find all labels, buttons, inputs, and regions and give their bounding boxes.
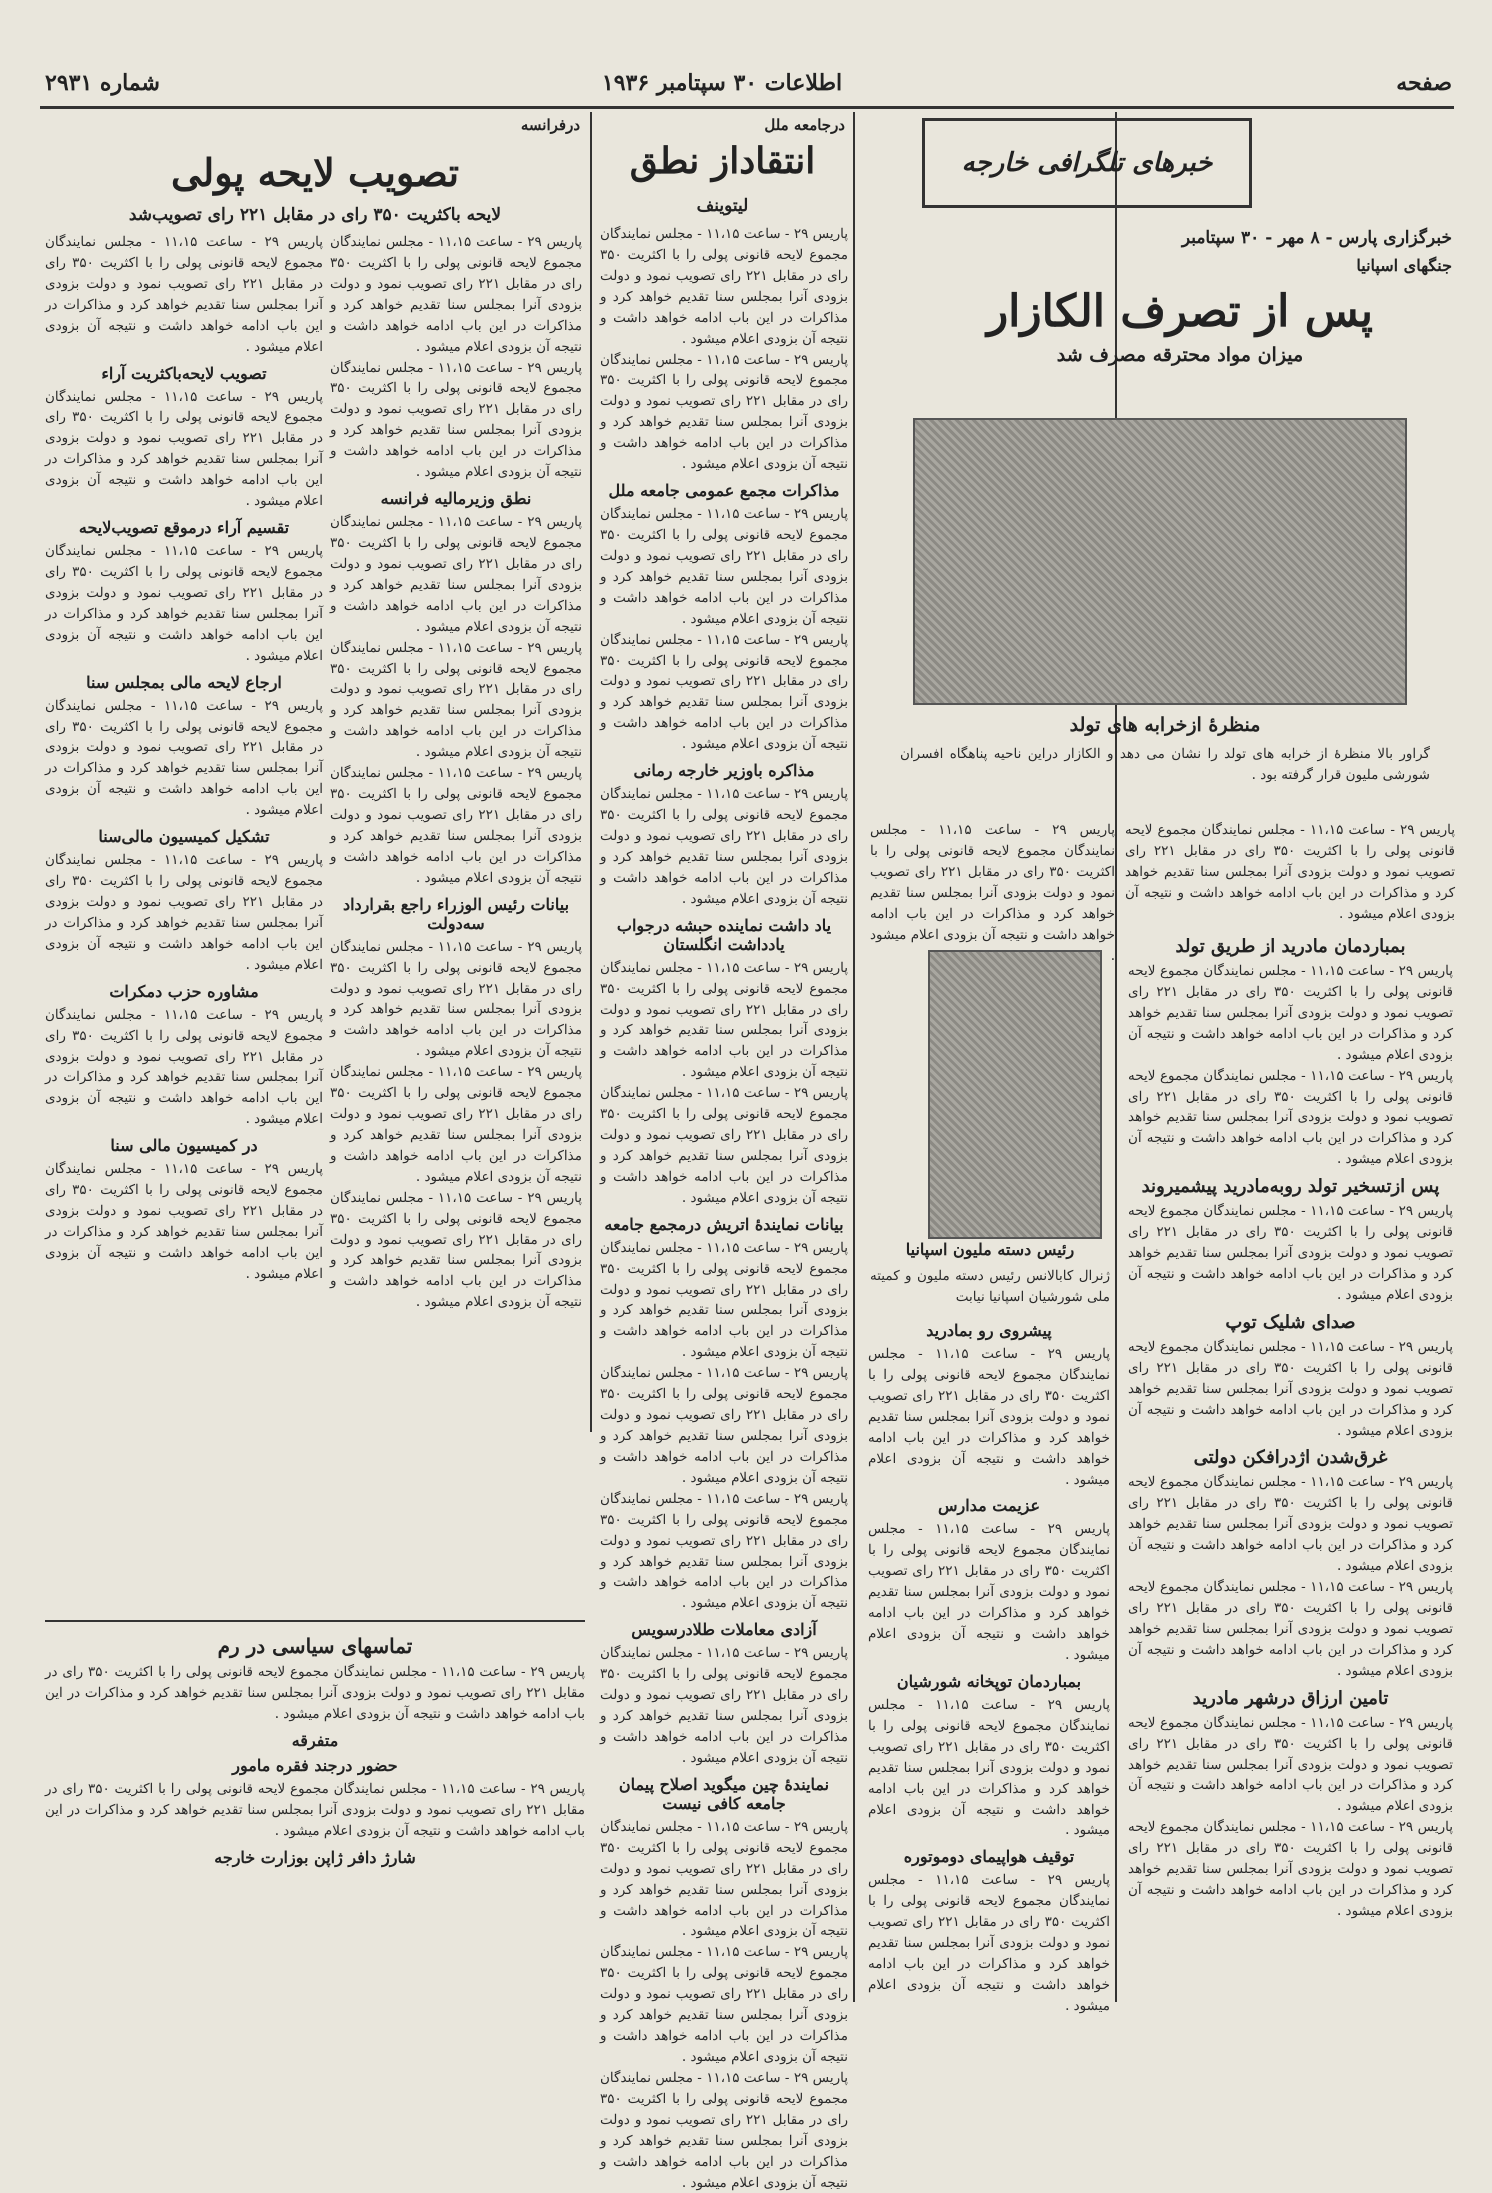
story-body: پاریس ۲۹ - ساعت ۱۱،۱۵ - مجلس نمایندگان مجموع لایحه قانونی پولی را با اکثریت ۳۵۰ رای در مقابل ۲۲۱ رای تصویب نمود و دولت بزودی آنرا بمجلس سنا تقدیم خواهد کرد و مذاکرات در این باب ادامه خواهد داشت و نتیجه آن بزودی اعلام میشود .: [45, 543, 324, 664]
column3-subhead: لایحه باکثریت ۳۵۰ رای در مقابل ۲۲۱ رای تصویب‌شد: [128, 205, 502, 225]
story-head: نطق وزیرمالیه فرانسه: [380, 489, 532, 509]
column3-headline: تصویب لایحه پولی: [170, 150, 460, 195]
story-head: شارژ دافر ژاپن بوزارت خارجه: [214, 1847, 416, 1867]
story-body: پاریس ۲۹ - ساعت ۱۱،۱۵ - مجلس نمایندگان مجموع لایحه قانونی پولی را با اکثریت ۳۵۰ رای در مقابل ۲۲۱ رای تصویب نمود و دولت بزودی آنرا بمجلس سنا تقدیم خواهد کرد و مذاکرات در این باب ادامه خواهد داشت و نتیجه آن بزودی اعلام میشود .: [330, 938, 583, 1060]
story-head: مذاکرات مجمع عمومی جامعه ملل: [608, 481, 840, 501]
story-body: پاریس ۲۹ - ساعت ۱۱،۱۵ - مجلس نمایندگان مجموع لایحه قانونی پولی را با اکثریت ۳۵۰ رای در مقابل ۲۲۱ رای تصویب نمود و دولت بزودی آنرا بمجلس سنا تقدیم خواهد کرد و مذاکرات در این باب ادامه خواهد داشت و نتیجه آن بزودی اعلام میشود .: [45, 1161, 324, 1282]
photo-caption: گراور بالا منظرهٔ از خرابه های تولد را نشان می دهد و الکازار دراین ناحیه پناهگاه افسران شورشی مليون قرار گرفته بود .: [900, 746, 1430, 783]
story-body: پاریس ۲۹ - ساعت ۱۱،۱۵ - مجلس نمایندگان مجموع لایحه قانونی پولی را با اکثریت ۳۵۰ رای در مقابل ۲۲۱ رای تصویب نمود و دولت بزودی آنرا بمجلس سنا تقدیم خواهد کرد و مذاکرات در این باب ادامه خواهد داشت و نتیجه آن بزودی اعلام میشود .: [868, 1521, 1110, 1663]
story-head: پیشروی رو بمادرید: [926, 1321, 1052, 1340]
column2b-stories: [868, 1315, 1110, 2014]
story-body: پاریس ۲۹ - ساعت ۱۱،۱۵ - مجلس نمایندگان مجموع لایحه قانونی پولی را با اکثریت ۳۵۰ رای در مقابل ۲۲۱ رای تصویب نمود و دولت بزودی آنرا بمجلس سنا تقدیم خواهد کرد و مذاکرات در این باب ادامه خواهد داشت و نتیجه آن بزودی اعلام میشود .: [600, 351, 849, 473]
story-body: پاریس ۲۹ - ساعت ۱۱،۱۵ - مجلس نمایندگان مجموع لایحه قانونی پولی را با اکثریت ۳۵۰ رای در مقابل ۲۲۱ رای تصویب نمود و دولت بزودی آنرا بمجلس سنا تقدیم خواهد کرد و مذاکرات در این باب ادامه خواهد داشت و نتیجه آن بزودی اعلام میشود .: [600, 631, 849, 753]
column1-body-b: پاریس ۲۹ - ساعت ۱۱،۱۵ - مجلس نمایندگان مجموع لایحه قانونی پولی را با اکثریت ۳۵۰ رای در مقابل ۲۲۱ رای تصویب نمود و دولت بزودی آنرا بمجلس سنا تقدیم خواهد کرد و مذاکرات در این باب ادامه خواهد داشت و نتیجه آن بزودی اعلام میشود .: [870, 822, 1115, 964]
column2-sub: لیتوینف: [696, 196, 749, 216]
column1-subhead: میزان مواد محترقه مصرف شد: [1056, 344, 1304, 366]
issue-number: شماره ۲۹۳۱: [45, 70, 160, 96]
story-body: پاریس ۲۹ - ساعت ۱۱،۱۵ - مجلس نمایندگان مجموع لایحه قانونی پولی را با اکثریت ۳۵۰ رای در مقابل ۲۲۱ رای تصویب نمود و دولت بزودی آنرا بمجلس سنا تقدیم خواهد کرد و مذاکرات در این باب ادامه خواهد داشت و نتیجه آن بزودی اعلام میشود .: [45, 234, 324, 355]
story-head: تماسهای سیاسی در رم: [217, 1634, 413, 1658]
page-label: صفحه: [1396, 70, 1452, 96]
story-head: تصویب لایحه‌باکثریت آراء: [101, 363, 267, 383]
story-body: پاریس ۲۹ - ساعت ۱۱،۱۵ - مجلس نمایندگان مجموع لایحه قانونی پولی را با اکثریت ۳۵۰ رای در مقابل ۲۲۱ رای تصویب نمود و دولت بزودی آنرا بمجلس سنا تقدیم خواهد کرد و مذاکرات در این باب ادامه خواهد داشت و نتیجه آن بزودی اعلام میشود .: [600, 226, 849, 347]
story-head: در کمیسیون مالی سنا: [110, 1136, 258, 1156]
story-body: پاریس ۲۹ - ساعت ۱۱،۱۵ - مجلس نمایندگان مجموع لایحه قانونی پولی را با اکثریت ۳۵۰ رای در مقابل ۲۲۱ رای تصویب نمود و دولت بزودی آنرا بمجلس سنا تقدیم خواهد کرد و مذاکرات در این باب ادامه خواهد داشت و نتیجه آن بزودی اعلام میشود .: [45, 697, 324, 819]
story-body: پاریس ۲۹ - ساعت ۱۱،۱۵ - مجلس نمایندگان مجموع لایحه قانونی پولی را با اکثریت ۳۵۰ رای در مقابل ۲۲۱ رای تصویب نمود و دولت بزودی آنرا بمجلس سنا تقدیم خواهد کرد و مذاکرات در این باب ادامه خواهد داشت و نتیجه آن بزودی اعلام میشود .: [868, 1346, 1110, 1488]
header-rule: [40, 106, 1454, 109]
story-head: نمایندهٔ چین میگوید اصلاح پیمان جامعه کافی نیست: [618, 1774, 830, 1813]
story-body: پاریس ۲۹ - ساعت ۱۱،۱۵ - مجلس نمایندگان مجموع لایحه قانونی پولی را با اکثریت ۳۵۰ رای در مقابل ۲۲۱ رای تصویب نمود و دولت بزودی آنرا بمجلس سنا تقدیم خواهد کرد و مذاکرات در این باب ادامه خواهد داشت و نتیجه آن بزودی اعلام میشود .: [330, 1189, 583, 1311]
caballanes-portrait: [928, 950, 1102, 1239]
story-head: یاد داشت نماینده حبشه درجواب یادداشت انگلستان: [616, 915, 832, 954]
story-body: پاریس ۲۹ - ساعت ۱۱،۱۵ - مجلس نمایندگان مجموع لایحه قانونی پولی را با اکثریت ۳۵۰ رای در مقابل ۲۲۱ رای تصویب نمود و دولت بزودی آنرا بمجلس سنا تقدیم خواهد کرد و مذاکرات در این باب ادامه خواهد داشت و نتیجه آن بزودی اعلام میشود .: [868, 1872, 1110, 2014]
story-body: پاریس ۲۹ - ساعت ۱۱،۱۵ - مجلس نمایندگان مجموع لایحه قانونی پولی را با اکثریت ۳۵۰ رای در مقابل ۲۲۱ رای تصویب نمود و دولت بزودی آنرا بمجلس سنا تقدیم خواهد کرد و مذاکرات در این باب ادامه خواهد داشت و نتیجه آن بزودی اعلام میشود .: [600, 1365, 849, 1486]
story-head: بیانات نمایندهٔ اتریش درمجمع جامعه: [604, 1214, 844, 1234]
column2-headline: انتقاداز نطق: [629, 140, 816, 182]
portrait-caption: رئیس دسته ملیون اسپانیا: [905, 1240, 1075, 1259]
story-head: تشکیل کمیسیون مالی‌سنا: [98, 827, 270, 847]
column1-headline: پس از تصرف الکازار: [986, 286, 1374, 337]
story-body: پاریس ۲۹ - ساعت ۱۱،۱۵ - مجلس نمایندگان مجموع لایحه قانونی پولی را با اکثریت ۳۵۰ رای در مقابل ۲۲۱ رای تصویب نمود و دولت بزودی آنرا بمجلس سنا تقدیم خواهد کرد و مذاکرات در این باب ادامه خواهد داشت و نتیجه آن بزودی اعلام میشود .: [330, 1064, 583, 1185]
story-head: ارجاع لایحه مالی بمجلس سنا: [86, 672, 282, 692]
story-body: پاریس ۲۹ - ساعت ۱۱،۱۵ - مجلس نمایندگان مجموع لایحه قانونی پولی را با اکثریت ۳۵۰ رای در مقابل ۲۲۱ رای تصویب نمود و دولت بزودی آنرا بمجلس سنا تقدیم خواهد کرد و مذاکرات در این باب ادامه خواهد داشت و نتیجه آن بزودی اعلام میشود .: [600, 1239, 849, 1361]
story-head: مشاوره حزب دمکرات: [109, 981, 259, 1001]
story-head: مذاکره باوزیر خارجه رمانی: [633, 761, 815, 781]
story-body: پاریس ۲۹ - ساعت ۱۱،۱۵ - مجلس نمایندگان مجموع لایحه قانونی پولی را با اکثریت ۳۵۰ رای در مقابل ۲۲۱ رای تصویب نمود و دولت بزودی آنرا بمجلس سنا تقدیم خواهد کرد و مذاکرات در این باب ادامه خواهد داشت و نتیجه آن بزودی اعلام میشود .: [45, 852, 324, 973]
column3-section: درفرانسه: [520, 116, 580, 134]
column1-dateline: خبرگزاری پارس - ۸ مهر - ۳۰ سپتامبر: [1181, 228, 1452, 248]
story-body: پاریس ۲۹ - ساعت ۱۱،۱۵ - مجلس نمایندگان مجموع لایحه قانونی پولی را با اکثریت ۳۵۰ رای در مقابل ۲۲۱ رای تصویب نمود و دولت بزودی آنرا بمجلس سنا تقدیم خواهد کرد و مذاکرات در این باب ادامه خواهد داشت و نتیجه آن بزودی اعلام میشود .: [1128, 1067, 1453, 1168]
banner-text: خبرهای تلگرافی خارجه: [961, 148, 1213, 178]
story-head: صدای شلیک توپ: [1225, 1311, 1356, 1333]
story-head: توقیف هواپیمای دوموتوره: [903, 1847, 1075, 1867]
story-head: آزادی معاملات طلادرسویس: [631, 1620, 817, 1640]
toledo-ruins-photo: [913, 418, 1407, 705]
story-body: پاریس ۲۹ - ساعت ۱۱،۱۵ - مجلس نمایندگان مجموع لایحه قانونی پولی را با اکثریت ۳۵۰ رای در مقابل ۲۲۱ رای تصویب نمود و دولت بزودی آنرا بمجلس سنا تقدیم خواهد کرد و مذاکرات در این باب ادامه خواهد داشت و نتیجه آن بزودی اعلام میشود .: [1128, 1338, 1453, 1439]
story-body: پاریس ۲۹ - ساعت ۱۱،۱۵ - مجلس نمایندگان مجموع لایحه قانونی پولی را با اکثریت ۳۵۰ رای در مقابل ۲۲۱ رای تصویب نمود و دولت بزودی آنرا بمجلس سنا تقدیم خواهد کرد و مذاکرات در این باب ادامه خواهد داشت و نتیجه آن بزودی اعلام میشود .: [1128, 1203, 1453, 1303]
column1-body-a: پاریس ۲۹ - ساعت ۱۱،۱۵ - مجلس نمایندگان مجموع لایحه قانونی پولی را با اکثریت ۳۵۰ رای در مقابل ۲۲۱ رای تصویب نمود و دولت بزودی آنرا بمجلس سنا تقدیم خواهد کرد و مذاکرات در این باب ادامه خواهد داشت و نتیجه آن بزودی اعلام میشود .: [1125, 822, 1456, 922]
story-head: بیانات رئیس الوزراء راجع بقرارداد سه‌دولت: [342, 894, 570, 933]
story-body: پاریس ۲۹ - ساعت ۱۱،۱۵ - مجلس نمایندگان مجموع لایحه قانونی پولی را با اکثریت ۳۵۰ رای در مقابل ۲۲۱ رای تصویب نمود و دولت بزودی آنرا بمجلس سنا تقدیم خواهد کرد و مذاکرات در این باب ادامه خواهد داشت و نتیجه آن بزودی اعلام میشود .: [45, 388, 324, 510]
story-body: پاریس ۲۹ - ساعت ۱۱،۱۵ - مجلس نمایندگان مجموع لایحه قانونی پولی را با اکثریت ۳۵۰ رای در مقابل ۲۲۱ رای تصویب نمود و دولت بزودی آنرا بمجلس سنا تقدیم خواهد کرد و مذاکرات در این باب ادامه خواهد داشت و نتیجه آن بزودی اعلام میشود .: [600, 506, 849, 627]
story-head: عزیمت مدارس: [937, 1496, 1041, 1516]
story-body: پاریس ۲۹ - ساعت ۱۱،۱۵ - مجلس نمایندگان مجموع لایحه قانونی پولی را با اکثریت ۳۵۰ رای در مقابل ۲۲۱ رای تصویب نمود و دولت بزودی آنرا بمجلس سنا تقدیم خواهد کرد و مذاکرات در این باب ادامه خواهد داشت و نتیجه آن بزودی اعلام میشود .: [600, 1085, 849, 1206]
story-body: پاریس ۲۹ - ساعت ۱۱،۱۵ - مجلس نمایندگان مجموع لایحه قانونی پولی را با اکثریت ۳۵۰ رای در مقابل ۲۲۱ رای تصویب نمود و دولت بزودی آنرا بمجلس سنا تقدیم خواهد کرد و مذاکرات در این باب ادامه خواهد داشت و نتیجه آن بزودی اعلام میشود .: [330, 359, 583, 481]
story-head: پس ازتسخیر تولد روبه‌مادرید پیشمیروند: [1141, 1176, 1440, 1198]
portrait-sub: ژنرال کابالانس رئیس دسته مليون و كمیته ملی شورشیان اسپانیا نیابت: [870, 1268, 1110, 1305]
story-body: پاریس ۲۹ - ساعت ۱۱،۱۵ - مجلس نمایندگان مجموع لایحه قانونی پولی را با اکثریت ۳۵۰ رای در مقابل ۲۲۱ رای تصویب نمود و دولت بزودی آنرا بمجلس سنا تقدیم خواهد کرد و مذاکرات در این باب ادامه خواهد داشت و نتیجه آن بزودی اعلام میشود .: [600, 1645, 849, 1766]
story-head: غرق‌شدن اژدرافکن دولتی: [1193, 1447, 1388, 1469]
story-head: تامین ارزاق درشهر مادرید: [1192, 1687, 1389, 1709]
story-body: پاریس ۲۹ - ساعت ۱۱،۱۵ - مجلس نمایندگان مجموع لایحه قانونی پولی را با اکثریت ۳۵۰ رای در مقابل ۲۲۱ رای تصویب نمود و دولت بزودی آنرا بمجلس سنا تقدیم خواهد کرد و مذاکرات در این باب ادامه خواهد داشت و نتیجه آن بزودی اعلام میشود .: [1128, 1714, 1453, 1815]
story-body: پاریس ۲۹ - ساعت ۱۱،۱۵ - مجلس نمایندگان مجموع لایحه قانونی پولی را با اکثریت ۳۵۰ رای در مقابل ۲۲۱ رای تصویب نمود و دولت بزودی آنرا بمجلس سنا تقدیم خواهد کرد و مذاکرات در این باب ادامه خواهد داشت و نتیجه آن بزودی اعلام میشود .: [330, 234, 583, 355]
story-head: بمباردمان مادرید از طریق تولد: [1175, 936, 1406, 957]
date-line: اطلاعات ۳۰ سپتامبر ۱۹۳۶: [601, 70, 843, 96]
story-body: پاریس ۲۹ - ساعت ۱۱،۱۵ - مجلس نمایندگان مجموع لایحه قانونی پولی را با اکثریت ۳۵۰ رای در مقابل ۲۲۱ رای تصویب نمود و دولت بزودی آنرا بمجلس سنا تقدیم خواهد کرد و مذاکرات در این باب ادامه خواهد داشت و نتیجه آن بزودی اعلام میشود .: [600, 1818, 849, 1940]
story-body: پاریس ۲۹ - ساعت ۱۱،۱۵ - مجلس نمایندگان مجموع لایحه قانونی پولی را با اکثریت ۳۵۰ رای در مقابل ۲۲۱ رای تصویب نمود و دولت بزودی آنرا بمجلس سنا تقدیم خواهد کرد و مذاکرات در این باب ادامه خواهد داشت و نتیجه آن بزودی اعلام میشود .: [330, 514, 583, 635]
story-body: پاریس ۲۹ - ساعت ۱۱،۱۵ - مجلس نمایندگان مجموع لایحه قانونی پولی را با اکثریت ۳۵۰ رای در مقابل ۲۲۱ رای تصویب نمود و دولت بزودی آنرا بمجلس سنا تقدیم خواهد کرد و مذاکرات در این باب ادامه خواهد داشت و نتیجه آن بزودی اعلام میشود .: [1128, 1819, 1453, 1919]
story-head: تقسیم آراء درموقع تصویب‌لایحه: [78, 518, 290, 538]
story-body: پاریس ۲۹ - ساعت ۱۱،۱۵ - مجلس نمایندگان مجموع لایحه قانونی پولی را با اکثریت ۳۵۰ رای در مقابل ۲۲۱ رای تصویب نمود و دولت بزودی آنرا بمجلس سنا تقدیم خواهد کرد و مذاکرات در این باب ادامه خواهد داشت و نتیجه آن بزودی اعلام میشود .: [1128, 963, 1453, 1063]
story-head: حضور درجند فقره مامور: [232, 1755, 398, 1775]
story-body: پاریس ۲۹ - ساعت ۱۱،۱۵ - مجلس نمایندگان مجموع لایحه قانونی پولی را با اکثریت ۳۵۰ رای در مقابل ۲۲۱ رای تصویب نمود و دولت بزودی آنرا بمجلس سنا تقدیم خواهد کرد و مذاکرات در این باب ادامه خواهد داشت و نتیجه آن بزودی اعلام میشود .: [600, 1490, 849, 1612]
story-body: پاریس ۲۹ - ساعت ۱۱،۱۵ - مجلس نمایندگان مجموع لایحه قانونی پولی را با اکثریت ۳۵۰ رای در مقابل ۲۲۱ رای تصویب نمود و دولت بزودی آنرا بمجلس سنا تقدیم خواهد کرد و مذاکرات در این باب ادامه خواهد داشت و نتیجه آن بزودی اعلام میشود .: [600, 1944, 849, 2065]
story-body: پاریس ۲۹ - ساعت ۱۱،۱۵ - مجلس نمایندگان مجموع لایحه قانونی پولی را با اکثریت ۳۵۰ رای در مقابل ۲۲۱ رای تصویب نمود و دولت بزودی آنرا بمجلس سنا تقدیم خواهد کرد و مذاکرات در این باب ادامه خواهد داشت و نتیجه آن بزودی اعلام میشود .: [600, 2069, 849, 2191]
column3b-stories: [45, 232, 323, 1612]
telegraph-banner: [922, 118, 1252, 208]
column2-stories: [600, 224, 849, 2191]
story-body: پاریس ۲۹ - ساعت ۱۱،۱۵ - مجلس نمایندگان مجموع لایحه قانونی پولی را با اکثریت ۳۵۰ رای در مقابل ۲۲۱ رای تصویب نمود و دولت بزودی آنرا بمجلس سنا تقدیم خواهد کرد و مذاکرات در این باب ادامه خواهد داشت و نتیجه آن بزودی اعلام میشود .: [45, 1780, 586, 1839]
column1-stories: [1128, 930, 1453, 1922]
story-body: پاریس ۲۹ - ساعت ۱۱،۱۵ - مجلس نمایندگان مجموع لایحه قانونی پولی را با اکثریت ۳۵۰ رای در مقابل ۲۲۱ رای تصویب نمود و دولت بزودی آنرا بمجلس سنا تقدیم خواهد کرد و مذاکرات در این باب ادامه خواهد داشت و نتیجه آن بزودی اعلام میشود .: [330, 639, 583, 761]
column3a-stories: [330, 232, 582, 1612]
photo-caption-title: منظرهٔ ازخرابه های تولد: [1069, 714, 1261, 736]
story-body: پاریس ۲۹ - ساعت ۱۱،۱۵ - مجلس نمایندگان مجموع لایحه قانونی پولی را با اکثریت ۳۵۰ رای در مقابل ۲۲۱ رای تصویب نمود و دولت بزودی آنرا بمجلس سنا تقدیم خواهد کرد و مذاکرات در این باب ادامه خواهد داشت و نتیجه آن بزودی اعلام میشود .: [45, 1664, 586, 1722]
story-body: پاریس ۲۹ - ساعت ۱۱،۱۵ - مجلس نمایندگان مجموع لایحه قانونی پولی را با اکثریت ۳۵۰ رای در مقابل ۲۲۱ رای تصویب نمود و دولت بزودی آنرا بمجلس سنا تقدیم خواهد کرد و مذاکرات در این باب ادامه خواهد داشت و نتیجه آن بزودی اعلام میشود .: [868, 1696, 1110, 1839]
story-body: پاریس ۲۹ - ساعت ۱۱،۱۵ - مجلس نمایندگان مجموع لایحه قانونی پولی را با اکثریت ۳۵۰ رای در مقابل ۲۲۱ رای تصویب نمود و دولت بزودی آنرا بمجلس سنا تقدیم خواهد کرد و مذاکرات در این باب ادامه خواهد داشت و نتیجه آن بزودی اعلام میشود .: [600, 786, 849, 907]
story-body: پاریس ۲۹ - ساعت ۱۱،۱۵ - مجلس نمایندگان مجموع لایحه قانونی پولی را با اکثریت ۳۵۰ رای در مقابل ۲۲۱ رای تصویب نمود و دولت بزودی آنرا بمجلس سنا تقدیم خواهد کرد و مذاکرات در این باب ادامه خواهد داشت و نتیجه آن بزودی اعلام میشود .: [330, 765, 583, 886]
story-body: پاریس ۲۹ - ساعت ۱۱،۱۵ - مجلس نمایندگان مجموع لایحه قانونی پولی را با اکثریت ۳۵۰ رای در مقابل ۲۲۱ رای تصویب نمود و دولت بزودی آنرا بمجلس سنا تقدیم خواهد کرد و مذاکرات در این باب ادامه خواهد داشت و نتیجه آن بزودی اعلام میشود .: [1128, 1579, 1453, 1679]
story-body: پاریس ۲۹ - ساعت ۱۱،۱۵ - مجلس نمایندگان مجموع لایحه قانونی پولی را با اکثریت ۳۵۰ رای در مقابل ۲۲۱ رای تصویب نمود و دولت بزودی آنرا بمجلس سنا تقدیم خواهد کرد و مذاکرات در این باب ادامه خواهد داشت و نتیجه آن بزودی اعلام میشود .: [1128, 1474, 1453, 1575]
column2-section: درجامعه ملل: [764, 116, 845, 134]
story-head: بمباردمان توپخانه شورشیان: [896, 1671, 1082, 1691]
column1-section: جنگهای اسپانیا: [1356, 256, 1452, 275]
story-body: پاریس ۲۹ - ساعت ۱۱،۱۵ - مجلس نمایندگان مجموع لایحه قانونی پولی را با اکثریت ۳۵۰ رای در مقابل ۲۲۱ رای تصویب نمود و دولت بزودی آنرا بمجلس سنا تقدیم خواهد کرد و مذاکرات در این باب ادامه خواهد داشت و نتیجه آن بزودی اعلام میشود .: [45, 1006, 324, 1128]
story-head: متفرقه: [291, 1730, 339, 1750]
column3-bottom-stories: [45, 1628, 585, 1998]
story-body: پاریس ۲۹ - ساعت ۱۱،۱۵ - مجلس نمایندگان مجموع لایحه قانونی پولی را با اکثریت ۳۵۰ رای در مقابل ۲۲۱ رای تصویب نمود و دولت بزودی آنرا بمجلس سنا تقدیم خواهد کرد و مذاکرات در این باب ادامه خواهد داشت و نتیجه آن بزودی اعلام میشود .: [600, 959, 849, 1081]
